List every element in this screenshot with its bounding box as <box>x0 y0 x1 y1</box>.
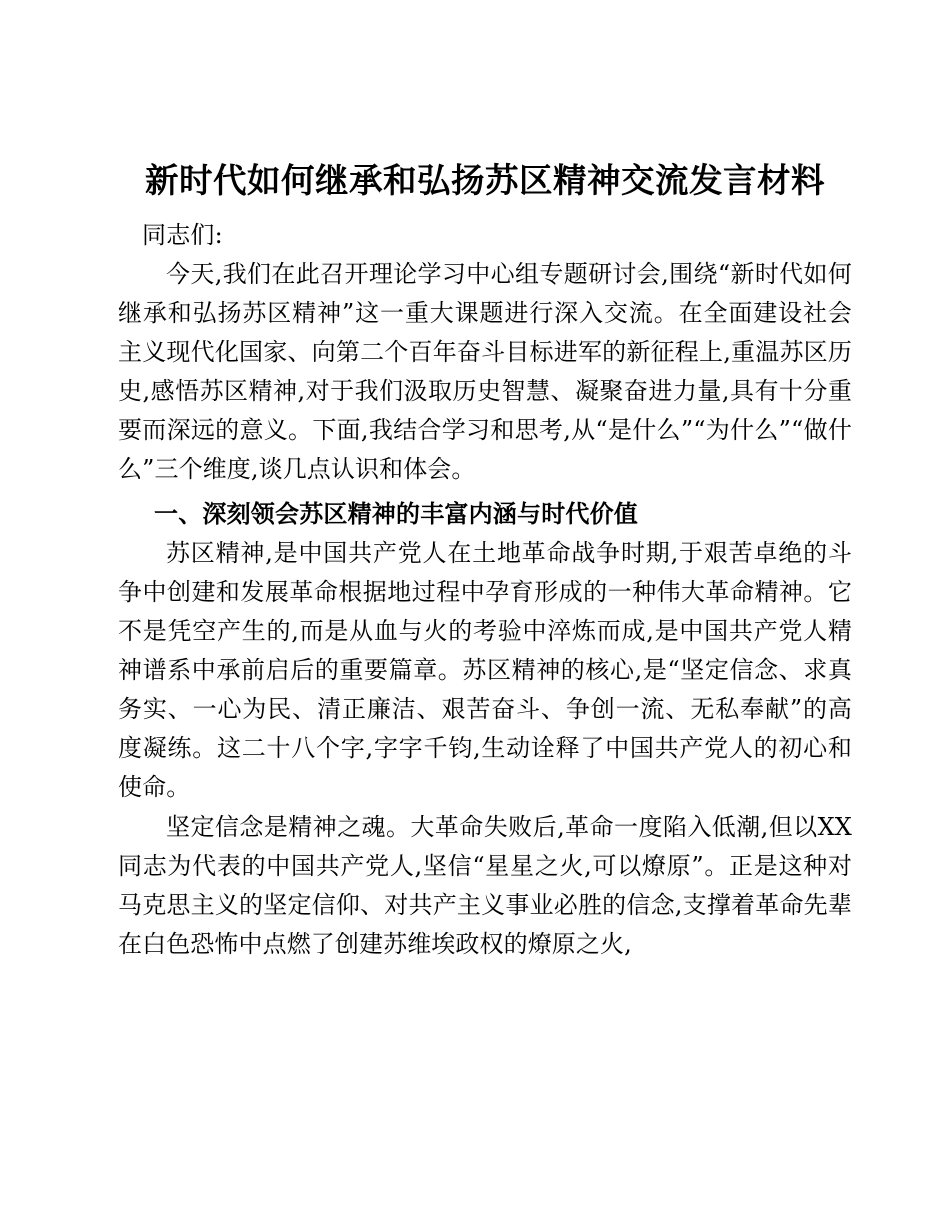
paragraph-intro: 今天,我们在此召开理论学习中心组专题研讨会,围绕“新时代如何继承和弘扬苏区精神”这一重大课题进行深入交流。在全面建设社会主义现代化国家、向第二个百年奋斗目标进军的新征程上,重温苏区历史,感悟苏区精神,对于我们汲取历史智慧、凝聚奋进力量,具有十分重要而深远的意义。下面,我结合学习和思考,从“是什么”“为什么”“做什么”三个维度,谈几点认识和体会。 <box>118 259 852 484</box>
paragraph-2: 坚定信念是精神之魂。大革命失败后,革命一度陷入低潮,但以XX同志为代表的中国共产党人,坚信“星星之火,可以燎原”。正是这种对马克思主义的坚定信仰、对共产主义事业必胜的信念,支撑着革命先辈在白色恐怖中点燃了创建苏维埃政权的燎原之火, <box>118 812 852 958</box>
salutation: 同志们: <box>142 220 223 249</box>
paragraph-1: 苏区精神,是中国共产党人在土地革命战争时期,于艰苦卓绝的斗争中创建和发展革命根据地过程中孕育形成的一种伟大革命精神。它不是凭空产生的,而是从血与火的考验中淬炼而成,是中国共产党人精神谱系中承前启后的重要篇章。苏区精神的核心,是“坚定信念、求真务实、一心为民、清正廉洁、艰苦奋斗、争创一流、无私奉献”的高度凝练。这二十八个字,字字千钧,生动诠释了中国共产党人的初心和使命。 <box>118 538 852 802</box>
section-heading-1: 一、深刻领会苏区精神的丰富内涵与时代价值 <box>154 500 638 529</box>
page-title: 新时代如何继承和弘扬苏区精神交流发言材料 <box>145 161 825 200</box>
